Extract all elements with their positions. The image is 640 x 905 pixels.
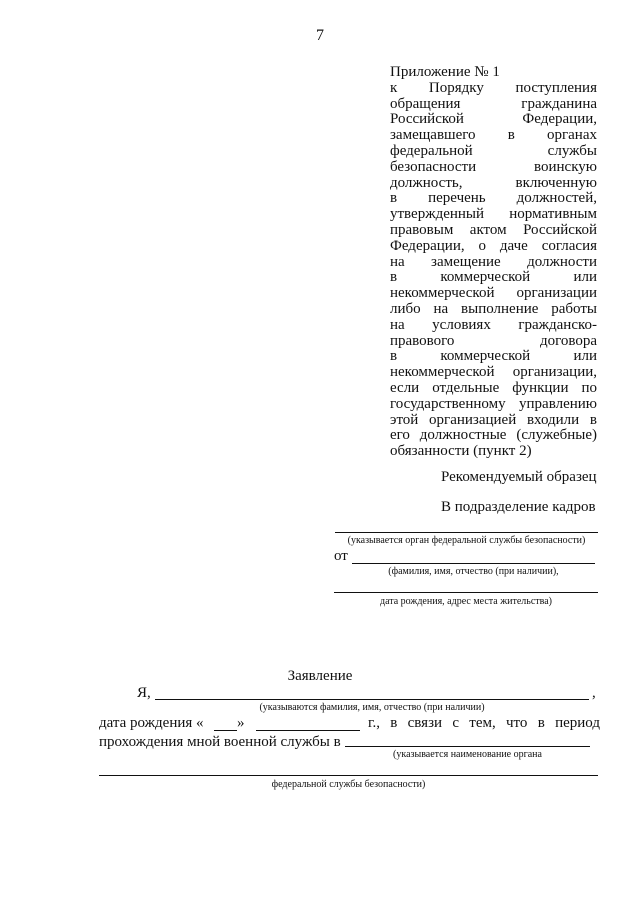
i-label: Я,	[137, 685, 151, 701]
addressee-department: В подразделение кадров	[441, 499, 596, 515]
from-label: от	[334, 548, 348, 564]
appendix-header	[390, 65, 597, 460]
appendix-line: некоммерческой организации	[390, 285, 597, 302]
birth-date-quote-close: »	[237, 715, 245, 731]
appendix-line: на условиях гражданско-	[390, 316, 597, 333]
service-organ-fill-line-2[interactable]	[99, 775, 598, 776]
appendix-line: в перечень должностей,	[390, 190, 597, 207]
birth-month-fill-line[interactable]	[256, 730, 360, 731]
appendix-line: Приложение № 1	[390, 64, 500, 80]
birth-address-caption: дата рождения, адрес места жительства)	[379, 596, 552, 607]
appendix-line: утвержденный нормативным	[390, 206, 597, 223]
appendix-line: в коммерческой или	[390, 269, 597, 286]
appendix-line: правового договора	[390, 332, 597, 349]
birth-date-suffix: г., в связи с тем, что в период	[368, 715, 600, 731]
appendix-line: безопасности воинскую	[390, 158, 597, 175]
appendix-line: должность, включенную	[390, 174, 597, 191]
statement-name-caption: (указываются фамилия, имя, отчество (при наличии)	[259, 702, 485, 713]
appendix-line: его должностные (служебные)	[390, 427, 597, 444]
birth-address-fill-line[interactable]	[334, 592, 598, 593]
page-number: 7	[316, 27, 324, 44]
appendix-line: на замещение должности	[390, 253, 597, 270]
appendix-line: к Порядку поступления	[390, 79, 597, 96]
service-organ-caption-2: федеральной службы безопасности)	[271, 779, 426, 790]
service-text: прохождения мной военной службы в	[99, 734, 341, 750]
applicant-name-fill-line[interactable]	[352, 563, 595, 564]
appendix-line: Российской Федерации,	[390, 111, 597, 128]
appendix-line: правовым актом Российской	[390, 221, 597, 238]
appendix-line: обращения гражданина	[390, 95, 597, 112]
appendix-line: если отдельные функции по	[390, 379, 597, 396]
service-organ-fill-line[interactable]	[345, 746, 590, 747]
birth-day-fill-line[interactable]	[214, 730, 237, 731]
organ-fill-line[interactable]	[335, 532, 598, 533]
service-organ-caption-1: (указывается наименование органа	[393, 749, 542, 760]
comma: ,	[592, 685, 596, 701]
appendix-line: государственному управлению	[390, 395, 597, 412]
appendix-line: обязанности (пункт 2)	[390, 443, 532, 460]
organ-caption: (указывается орган федеральной службы безопасности)	[347, 535, 586, 546]
recommended-sample-label: Рекомендуемый образец	[441, 469, 597, 485]
appendix-line: Федерации, о даче согласия	[390, 237, 597, 254]
appendix-line: в коммерческой или	[390, 348, 597, 365]
appendix-line: либо на выполнение работы	[390, 300, 597, 317]
statement-title: Заявление	[287, 668, 353, 684]
appendix-line: федеральной службы	[390, 142, 597, 159]
birth-date-prefix: дата рождения «	[99, 715, 204, 731]
applicant-name-caption: (фамилия, имя, отчество (при наличии),	[388, 566, 559, 577]
appendix-line: некоммерческой организации,	[390, 364, 597, 381]
appendix-line: замещавшего в органах	[390, 127, 597, 144]
appendix-line: этой организацией входили в	[390, 411, 597, 428]
statement-name-fill-line[interactable]	[155, 699, 589, 700]
